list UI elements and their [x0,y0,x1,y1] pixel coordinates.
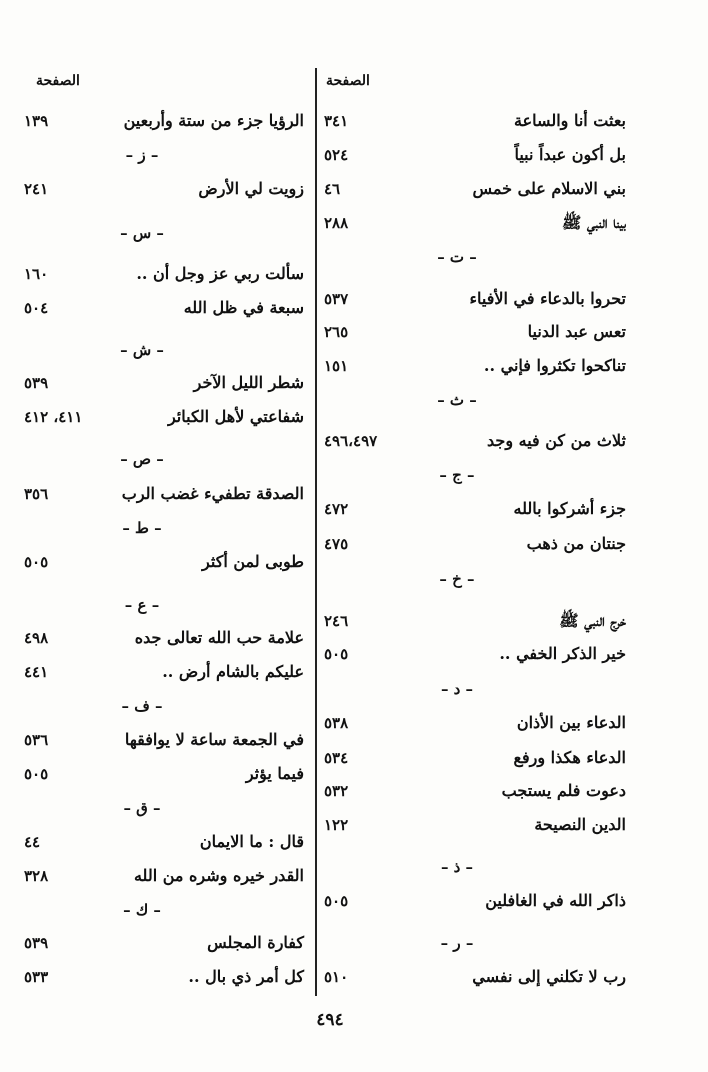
entry-page-number: ٤١١، ٤١٢ [24,408,83,426]
left-column-header: الصفحة [36,73,80,89]
index-entry [22,960,312,994]
entry-page-number: ١٢٢ [324,816,349,834]
index-entry [318,424,636,458]
section-letter-heading: – ش – [120,341,164,359]
section-letter-heading: – ج – [439,466,475,484]
entry-text: دعوت فلم يستجب [501,781,626,800]
section-letter-heading: – ق – [123,799,161,817]
entry-text: الدعاء هكذا ورفع [513,748,626,767]
index-entry [318,808,636,842]
entry-text: ثلاث من كن فيه وجد [487,431,626,450]
entry-page-number: ٤٧٢ [324,500,349,518]
entry-text: الصدقة تطفيء غضب الرب [121,484,304,503]
entry-text: سبعة في ظل الله [183,298,304,317]
index-entry [318,172,636,206]
index-entry [318,604,636,638]
entry-text: قال : ما الايمان [199,832,304,851]
section-letter-heading: – خ – [439,570,475,588]
section-letter-heading: – ع – [124,596,160,614]
entry-page-number: ٥٢٤ [324,146,349,164]
index-entry [318,960,636,994]
section-letter-heading: – ك – [123,901,161,919]
index-entry [22,825,312,859]
entry-text: بعثت أنا والساعة [514,111,626,130]
entry-text: طوبى لمن أكثر [202,552,304,571]
entry-page-number: ٥٣٣ [24,968,49,986]
index-entry [318,527,636,561]
entry-text: ذاكر الله في الغافلين [485,891,626,910]
index-entry [22,545,312,579]
entry-page-number: ٥٣٨ [324,714,349,732]
index-entry [318,741,636,775]
section-letter-heading: – ث – [437,391,477,409]
index-entry [22,172,312,206]
column-divider [315,68,317,996]
index-entry [318,282,636,316]
entry-page-number: ٥٣٦ [24,731,49,749]
index-entry [318,138,636,172]
index-entry [318,315,636,349]
entry-text: رب لا تكلني إلى نفسي [472,967,626,986]
entry-text: بينا النبي ﷺ [561,213,626,232]
index-entry [318,706,636,740]
index-entry [22,859,312,893]
index-entry [22,477,312,511]
entry-page-number: ٢٦٥ [324,323,349,341]
index-entry [22,757,312,791]
entry-page-number: ١٣٩ [24,112,49,130]
entry-page-number: ٣٢٨ [24,867,49,885]
index-entry [318,637,636,671]
entry-text: الدين النصيحة [534,815,626,834]
entry-page-number: ٣٤١ [324,112,349,130]
index-entry [318,884,636,918]
entry-page-number: ٢٤٦ [324,612,349,630]
index-entry [318,206,636,240]
index-entry [318,349,636,383]
entry-text: القدر خيره وشره من الله [133,866,304,885]
section-letter-heading: – ط – [122,519,162,537]
entry-page-number: ٥٠٥ [324,892,349,910]
entry-text: شطر الليل الآخر [193,373,304,392]
entry-page-number: ٥٣٩ [24,934,49,952]
index-entry [318,492,636,526]
entry-text: جنتان من ذهب [526,534,626,553]
index-entry [22,291,312,325]
entry-page-number: ٥٠٥ [24,553,49,571]
entry-text: جزء أشركوا بالله [513,499,626,518]
entry-text: خرج النبي ﷺ [559,611,626,630]
entry-page-number: ٥٠٤ [24,299,49,317]
entry-page-number: ٤٩٦،٤٩٧ [324,432,378,450]
entry-page-number: ٥٣٢ [324,782,349,800]
entry-page-number: ٣٥٦ [24,485,49,503]
section-letter-heading: – س – [120,224,164,242]
section-letter-heading: – ف – [121,697,163,715]
entry-text: تحروا بالدعاء في الأفياء [469,289,626,308]
entry-text: الدعاء بين الأذان [516,713,626,732]
entry-page-number: ١٥١ [324,357,349,375]
entry-page-number: ٥٣٤ [324,749,349,767]
index-entry [22,366,312,400]
index-entry [318,104,636,138]
entry-page-number: ٥٣٩ [24,374,49,392]
entry-page-number: ٥٠٥ [24,765,49,783]
entry-text: سألت ربي عز وجل أن .. [136,264,304,283]
entry-page-number: ٢٤١ [24,180,49,198]
entry-text: كفارة المجلس [207,933,304,952]
entry-page-number: ٤٩٨ [24,629,49,647]
index-entry [22,723,312,757]
entry-text: تعس عبد الدنيا [527,322,626,341]
entry-page-number: ٥٣٧ [324,290,349,308]
entry-page-number: ٥١٠ [324,968,349,986]
right-column-header: الصفحة [326,73,370,89]
entry-text: تناكحوا تكثروا فإني .. [483,356,626,375]
index-entry [22,621,312,655]
section-letter-heading: – ذ – [440,858,474,876]
entry-text: خير الذكر الخفي .. [499,644,626,663]
section-letter-heading: – د – [440,680,474,698]
page-number: ٤٩٤ [316,1010,344,1030]
index-entry [22,926,312,960]
entry-text: علامة حب الله تعالى جده [134,628,304,647]
section-letter-heading: – ر – [440,934,474,952]
entry-page-number: ١٦٠ [24,265,49,283]
entry-text: الرؤيا جزء من ستة وأربعين [123,111,304,130]
index-entry [22,655,312,689]
entry-page-number: ٢٨٨ [324,214,349,232]
index-entry [22,257,312,291]
entry-page-number: ٥٠٥ [324,645,349,663]
entry-page-number: ٤٤ [24,833,41,851]
entry-text: شفاعتي لأهل الكبائر [167,407,304,426]
section-letter-heading: – ت – [437,248,477,266]
entry-page-number: ٤٤١ [24,663,49,681]
entry-text: كل أمر ذي بال .. [188,967,304,986]
entry-text: في الجمعة ساعة لا يوافقها [124,730,304,749]
entry-page-number: ٤٦ [324,180,341,198]
section-letter-heading: – ص – [120,450,164,468]
index-entry [22,400,312,434]
entry-text: بل أكون عبداً نبياً [514,145,626,164]
entry-page-number: ٤٧٥ [324,535,349,553]
entry-text: بني الاسلام على خمس [472,179,626,198]
entry-text: زويت لي الأرض [198,179,304,198]
index-entry [318,774,636,808]
index-entry [22,104,312,138]
entry-text: عليكم بالشام أرض .. [162,662,304,681]
entry-text: فيما يؤثر [245,764,304,783]
section-letter-heading: – ز – [125,146,159,164]
